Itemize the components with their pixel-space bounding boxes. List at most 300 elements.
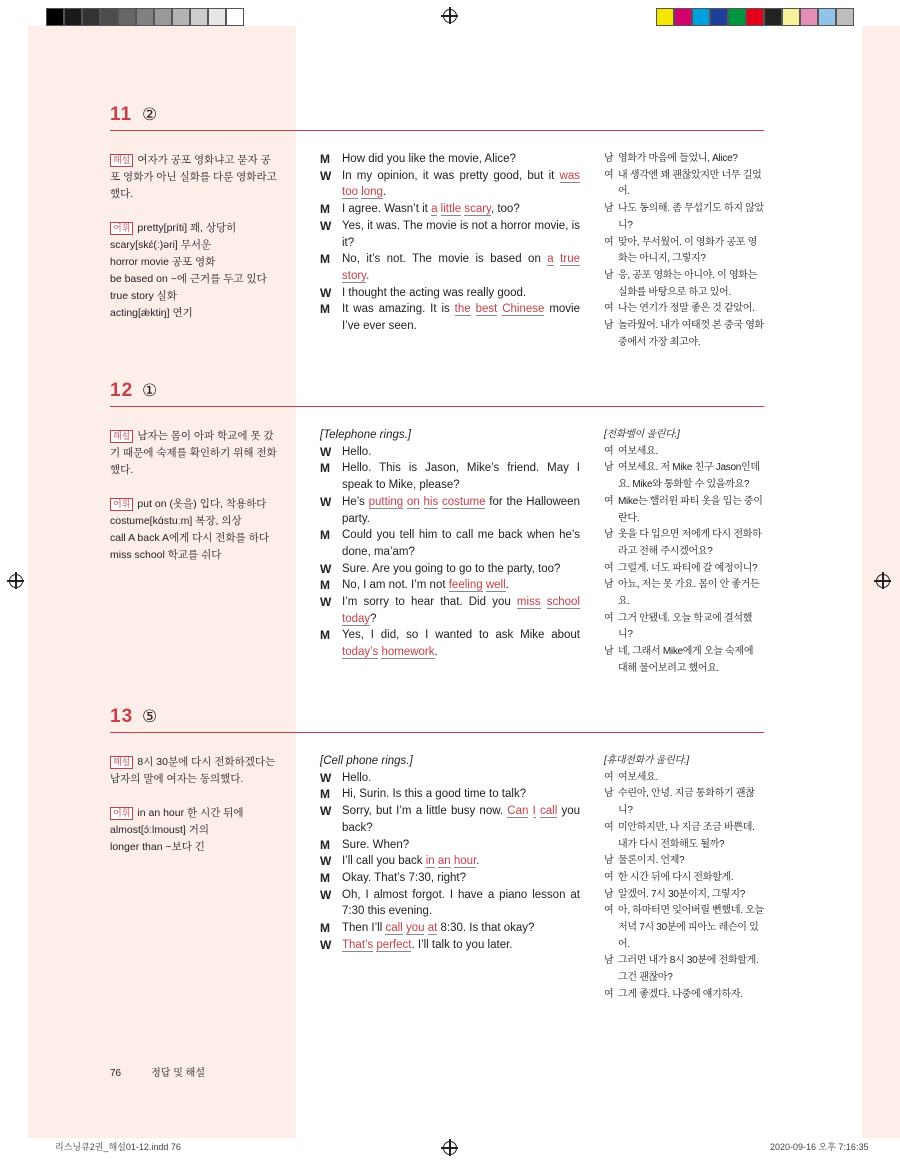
dialogue-fragment: I agree. Wasn’t it (342, 203, 432, 216)
dialogue-text (342, 853, 580, 870)
translation-text: 여보세요. 저 Mike 친구 Jason인데요. Mike와 통화할 수 있을까요? (618, 462, 760, 491)
color-swatch (656, 8, 674, 26)
translation-text: 맞아, 무서웠어. 이 영화가 공포 영화는 아니지, 그렇지? (618, 236, 758, 265)
speaker-label: W (320, 595, 332, 610)
translation-text: 그럴게. 너도 파티에 갈 예정이니? (618, 562, 758, 574)
stage-direction: [Telephone rings.] (320, 429, 412, 441)
speaker-label: 남 (604, 203, 614, 215)
dialogue-fragment: Hello. (342, 771, 372, 784)
explanation-column (110, 152, 280, 322)
answer-blank: today (342, 612, 371, 625)
dialogue-text (342, 803, 580, 836)
section-13 (110, 706, 764, 1040)
page-footer (110, 1064, 235, 1079)
dialogue-fragment: movie I’ve ever seen. (342, 303, 581, 333)
translation-line (604, 268, 764, 301)
dialogue-text (342, 218, 580, 251)
speaker-label: 남 (604, 955, 614, 967)
dialogue-line (320, 285, 580, 302)
vocab-item (110, 305, 280, 322)
dialogue-line (320, 251, 580, 284)
vocab-item (110, 513, 280, 530)
dialogue-fragment: ? (370, 612, 377, 625)
speaker-label: 여 (604, 495, 614, 507)
speaker-label: 여 (604, 236, 614, 248)
dialogue-text (342, 151, 580, 168)
speaker-label: M (320, 837, 330, 852)
speaker-label: W (320, 937, 332, 952)
dialogue-fragment: Could you tell him to call me back when he’s done, ma’am? (342, 529, 580, 558)
translation-text: Mike는 핼러윈 파티 옷을 입는 중이란다. (618, 495, 763, 524)
dialogue-fragment (471, 303, 476, 315)
dialogue-fragment: I’m sorry to hear that. Did you (342, 596, 517, 609)
answer-blank: in (425, 855, 435, 868)
translation-text: 나는 연기가 정말 좋은 것 같았어. (618, 303, 755, 315)
dialogue-line (320, 168, 580, 201)
translation-line (604, 301, 764, 318)
section-12 (110, 380, 764, 714)
translation-text: 놀라웠어. 내가 여태껏 본 중국 영화 중에서 가장 최고야. (618, 320, 764, 348)
dialogue-fragment: In my opinion, it was pretty good, but it (342, 169, 560, 182)
vocab-text: almost[ɔ́ːlmoust] 거의 (110, 824, 210, 836)
answer-blank: at (427, 922, 438, 935)
dialogue-fragment: . (434, 646, 438, 659)
color-swatch (836, 8, 854, 26)
color-swatch (818, 8, 836, 26)
vocab-text: put on (옷을) 입다, 착용하다 (137, 498, 267, 510)
translation-text: 물론이지. 언제? (618, 855, 685, 867)
dialogue-fragment: Hello. This is Jason, Mike’s friend. May I speak to Mike, please? (342, 462, 580, 492)
color-swatch (172, 8, 190, 26)
speaker-label: M (320, 461, 330, 476)
section-header (110, 706, 764, 733)
dialogue-fragment: Yes, it was. The movie is not a horror movie, is it? (342, 219, 580, 249)
translation-text: 알겠어. 7시 30분이지, 그렇지? (618, 888, 746, 900)
speaker-label: W (320, 444, 332, 459)
explanation-column (110, 428, 280, 564)
dialogue-text (342, 168, 580, 201)
color-swatch (728, 8, 746, 26)
speaker-label: M (320, 921, 330, 936)
translation-text: 그게 좋겠다. 나중에 얘기하자. (618, 988, 743, 1000)
speaker-label: 남 (604, 153, 614, 164)
vocab-text: true story 실화 (110, 290, 177, 302)
speaker-label: M (320, 202, 330, 217)
vocab-text: in an hour 한 시간 뒤에 (137, 807, 244, 819)
translation-line (604, 870, 764, 887)
translation-line (604, 318, 764, 351)
dialogue-text (342, 201, 580, 218)
vocab-text: scary[skɛ́(ː)əri] 무서운 (110, 239, 212, 251)
answer-blank: school (546, 596, 580, 609)
speaker-label: M (320, 787, 330, 802)
speaker-label: 남 (604, 788, 614, 800)
translation-line (604, 853, 764, 870)
dialogue-fragment: No, it’s not. The movie is based on (342, 253, 548, 266)
answer-blank: on (406, 495, 420, 508)
answer-blank: Chinese (502, 303, 545, 316)
translation-stage: [휴대전화가 울린다.] (604, 755, 689, 766)
dialogue-fragment: Oh, I almost forgot. I have a piano lesson at 7:30 this evening. (342, 888, 580, 918)
dialogue-line (320, 494, 580, 527)
dialogue-fragment: Okay. That’s 7:30, right? (342, 871, 467, 884)
speaker-label: 여 (604, 771, 614, 783)
page-number: 76 (110, 1068, 122, 1079)
vocab-tag: 어휘 (110, 222, 133, 235)
translation-line (604, 561, 764, 578)
speaker-label: W (320, 854, 332, 869)
dialogue-line (320, 577, 580, 594)
translation-stage: [전화벨이 울린다.] (604, 429, 680, 440)
registration-mark-icon (9, 574, 23, 588)
translation-text: 수린아, 안녕. 지금 통화하기 괜찮니? (618, 788, 755, 817)
dialogue-text (342, 561, 580, 578)
speaker-label: 남 (604, 888, 614, 900)
translation-text: 응, 공포 영화는 아니야. 이 영화는 실화를 바탕으로 하고 있어. (618, 269, 758, 298)
dialogue-text (342, 594, 580, 627)
answer-blank: best (475, 303, 498, 316)
dialogue-fragment: for the Halloween party. (342, 495, 580, 525)
speaker-label: 여 (604, 303, 614, 315)
answer-blank: call (385, 922, 403, 935)
dialogue-line (320, 460, 580, 493)
vocab-text: miss school 학교를 쉬다 (110, 549, 222, 561)
dialogue-text (342, 627, 580, 660)
speaker-label: 여 (604, 169, 614, 181)
answer-blank: well (485, 579, 506, 592)
vocab-tag: 어휘 (110, 807, 133, 820)
dialogue-fragment: Hello. (342, 445, 372, 458)
translation-line (604, 444, 764, 461)
dialogue-fragment: Sorry, but I’m a little busy now. (342, 805, 508, 818)
dialogue-text (342, 460, 580, 493)
dialogue-text (342, 786, 580, 803)
dialogue-fragment: He’s (342, 495, 369, 508)
speaker-label: W (320, 218, 332, 233)
cmyk-color-bar (656, 8, 854, 26)
vocab-item (110, 237, 280, 254)
answer-blank: his (423, 495, 439, 508)
answer-blank: true (560, 253, 580, 266)
dialogue-line (320, 870, 580, 887)
answer-blank: was (559, 169, 580, 182)
explanation-text: 8시 30분에 다시 전화하겠다는 남자의 말에 여자는 동의했다. (110, 756, 276, 785)
answer-blank: That’s (342, 938, 374, 951)
dialogue-fragment: Sure. When? (342, 838, 410, 851)
answer-blank: hour (453, 855, 477, 868)
stage-direction: [Cell phone rings.] (320, 755, 413, 767)
dialogue-fragment: Then I’ll (342, 922, 386, 935)
dialogue-line (320, 803, 580, 836)
answer-blank: today’s (342, 646, 379, 659)
spacer (110, 479, 280, 496)
speaker-label: W (320, 168, 332, 183)
dialogue-fragment (541, 596, 547, 608)
dialogue-line (320, 151, 580, 168)
answer-blank: call (540, 805, 558, 818)
speaker-label: 여 (604, 445, 614, 457)
answer-blank: putting (368, 495, 404, 508)
color-swatch (226, 8, 244, 26)
speaker-label: 여 (604, 871, 614, 883)
dialogue-column (320, 151, 580, 335)
explanation (110, 754, 280, 788)
answer-blank: too (342, 186, 358, 199)
dialogue-fragment: No, I am not. I’m not (342, 579, 449, 592)
translation-line (604, 953, 764, 986)
vocab-item (110, 805, 280, 822)
translation-text: 아, 하마터면 잊어버릴 뻔했네. 오늘 저녁 7시 30분에 피아노 레슨이 있어. (618, 905, 764, 950)
answer-blank: long (361, 186, 383, 199)
vocab-item (110, 496, 280, 513)
dialogue-fragment: How did you like the movie, Alice? (342, 153, 516, 165)
translation-line (604, 494, 764, 527)
section-header (110, 104, 764, 131)
dialogue-text (342, 577, 580, 594)
vocab-item (110, 822, 280, 839)
registration-mark-icon (876, 574, 890, 588)
color-swatch (64, 8, 82, 26)
vocab-item (110, 547, 280, 564)
spacer (110, 788, 280, 805)
dialogue-line (320, 218, 580, 251)
color-swatch (710, 8, 728, 26)
dialogue-fragment: I’ll call you back (342, 855, 426, 868)
vocab-item (110, 288, 280, 305)
translation-line (604, 168, 764, 201)
file-slug: 리스닝큐2권_해설01-12.indd 76 (55, 1142, 181, 1152)
dialogue-fragment: I thought the acting was really good. (342, 286, 527, 299)
dialogue-text (342, 494, 580, 527)
dialogue-fragment: . (366, 269, 370, 282)
registration-mark-icon (443, 1141, 457, 1155)
explanation-tag: 해설 (110, 756, 133, 769)
explanation-text: 남자는 몸이 아파 학교에 못 갔기 때문에 숙제를 확인하기 위해 전화했다. (110, 430, 277, 476)
answer-blank: costume (442, 495, 486, 508)
speaker-label: W (320, 804, 332, 819)
dialogue-text (342, 301, 580, 334)
translation-line (604, 460, 764, 493)
translation-text: 여보세요. (618, 771, 658, 783)
color-swatch (136, 8, 154, 26)
dialogue-text (342, 870, 580, 887)
answer-blank: an (437, 855, 451, 868)
answer-blank: story (342, 269, 367, 282)
speaker-label: 남 (604, 462, 614, 474)
dialogue-text (342, 770, 580, 787)
translation-text: 내 생각엔 꽤 괜찮았지만 너무 길었어. (618, 169, 762, 198)
dialogue-fragment: . (505, 579, 509, 592)
dialogue-line (320, 937, 580, 954)
question-number: 12 (110, 380, 134, 401)
dialogue-column (320, 427, 580, 661)
translation-line (604, 820, 764, 853)
vocab-text: call A back A에게 다시 전화를 하다 (110, 532, 269, 544)
color-swatch (190, 8, 208, 26)
dialogue-line (320, 444, 580, 461)
explanation-tag: 해설 (110, 154, 133, 167)
speaker-label: W (320, 494, 332, 509)
translation-line (604, 903, 764, 953)
dialogue-line (320, 301, 580, 334)
translation-line (604, 235, 764, 268)
dialogue-text (342, 937, 580, 954)
color-swatch (764, 8, 782, 26)
dialogue-line (320, 770, 580, 787)
translation-line (604, 201, 764, 234)
speaker-label: M (320, 252, 330, 267)
speaker-label: 남 (604, 646, 614, 658)
translation-text: 영화가 마음에 들었니, Alice? (618, 153, 738, 164)
speaker-label: W (320, 285, 332, 300)
question-number: 13 (110, 706, 134, 727)
date-slug: 2020-09-16 오후 7:16:35 (770, 1142, 869, 1152)
registration-mark-icon (443, 9, 457, 23)
dialogue-fragment (528, 805, 532, 817)
speaker-label: 남 (604, 529, 614, 541)
vocab-text: be based on ~에 근거를 두고 있다 (110, 273, 267, 285)
translation-text: 그러면 내가 8시 30분에 전화할게. 그건 괜찮아? (618, 955, 759, 984)
speaker-label: M (320, 528, 330, 543)
dialogue-line (320, 594, 580, 627)
dialogue-line (320, 201, 580, 218)
translation-line (604, 644, 764, 677)
translation-column (604, 753, 764, 1004)
dialogue-line (320, 627, 580, 660)
translation-text: 미안하지만, 나 지금 조금 바쁜데. 내가 다시 전화해도 될까? (618, 821, 755, 850)
section-header (110, 380, 764, 407)
speaker-label: 남 (604, 579, 614, 591)
dialogue-line (320, 837, 580, 854)
vocab-item (110, 254, 280, 271)
dialogue-fragment: Sure. Are you going to go to the party, too? (342, 562, 561, 575)
speaker-label: 여 (604, 821, 614, 833)
spacer (110, 203, 280, 220)
translation-text: 네, 그래서 Mike에게 오늘 숙제에 대해 물어보려고 했어요. (618, 646, 754, 674)
vocab-text: acting[ǽktiŋ] 연기 (110, 307, 193, 319)
dialogue-text (342, 527, 580, 560)
translation-text: 여보세요. (618, 445, 658, 457)
speaker-label: 여 (604, 988, 614, 1000)
translation-text: 나도 동의해. 좀 무섭기도 하지 않았니? (618, 203, 764, 231)
answer-blank: a (547, 253, 554, 266)
speaker-label: M (320, 628, 330, 643)
dialogue-fragment: Yes, I did, so I wanted to ask Mike about (342, 629, 580, 642)
translation-line (604, 577, 764, 610)
speaker-label: 여 (604, 562, 614, 574)
answer-blank: you (405, 922, 425, 935)
dialogue-text (342, 887, 580, 920)
vocab-text: horror movie 공포 영화 (110, 256, 216, 268)
translation-line (604, 151, 764, 168)
dialogue-fragment: Hi, Surin. Is this a good time to talk? (342, 788, 527, 801)
speaker-label: M (320, 578, 330, 593)
dialogue-line (320, 786, 580, 803)
dialogue-line (320, 527, 580, 560)
translation-column (604, 427, 764, 678)
answer-blank: little (440, 203, 462, 216)
dialogue-column (320, 753, 580, 953)
gray-color-bar (46, 8, 244, 26)
answer-blank: Can (507, 805, 529, 818)
translation-line (604, 527, 764, 560)
color-swatch (100, 8, 118, 26)
speaker-label: W (320, 770, 332, 785)
speaker-label: 여 (604, 612, 614, 624)
answer-blank: miss (516, 596, 541, 609)
dialogue-line (320, 887, 580, 920)
answer-blank: homework (381, 646, 435, 659)
answer-mark: ② (142, 105, 158, 124)
color-swatch (692, 8, 710, 26)
answer-blank: the (454, 303, 471, 316)
dialogue-text (342, 920, 580, 937)
vocab-text: costume[kɑ́stuːm] 복장, 의상 (110, 515, 242, 527)
explanation-column (110, 754, 280, 856)
speaker-label: W (320, 561, 332, 576)
vocab-text: longer than ~보다 긴 (110, 841, 205, 853)
dialogue-fragment: 8:30. Is that okay? (437, 922, 535, 935)
vocab-item (110, 530, 280, 547)
dialogue-text (342, 251, 580, 284)
dialogue-fragment: , too? (490, 203, 520, 216)
translation-line (604, 786, 764, 819)
dialogue-fragment: . I’ll talk to you later. (411, 938, 513, 951)
answer-mark: ⑤ (142, 707, 158, 726)
dialogue-text (342, 837, 580, 854)
speaker-label: 여 (604, 905, 614, 917)
dialogue-fragment (420, 496, 424, 508)
dialogue-fragment: . (476, 855, 480, 868)
vocab-item (110, 839, 280, 856)
translation-line (604, 770, 764, 787)
color-swatch (82, 8, 100, 26)
answer-blank: feeling (448, 579, 483, 592)
translation-text: 그거 안됐네. 오늘 학교에 결석했니? (618, 612, 753, 641)
answer-blank: a (431, 203, 438, 216)
answer-blank: I (532, 805, 536, 818)
translation-column (604, 151, 764, 351)
dialogue-line (320, 853, 580, 870)
answer-blank: scary (464, 203, 491, 216)
speaker-label: M (320, 870, 330, 885)
speaker-label: W (320, 887, 332, 902)
color-swatch (154, 8, 172, 26)
answer-blank: perfect (376, 938, 412, 951)
speaker-label: M (320, 302, 330, 317)
color-swatch (782, 8, 800, 26)
explanation-tag: 해설 (110, 430, 133, 443)
translation-text: 아뇨, 저는 못 가요. 몸이 안 좋거든요. (618, 579, 760, 608)
speaker-label: 남 (604, 855, 614, 867)
color-swatch (800, 8, 818, 26)
dialogue-text (342, 444, 580, 461)
dialogue-line (320, 920, 580, 937)
vocab-text: pretty[príti] 꽤, 상당히 (137, 222, 237, 234)
speaker-label: M (320, 152, 330, 166)
vocab-tag: 어휘 (110, 498, 133, 511)
dialogue-fragment: . (382, 186, 387, 199)
speaker-label: 남 (604, 320, 614, 332)
color-swatch (118, 8, 136, 26)
footer-label: 정답 및 해설 (151, 1068, 205, 1079)
translation-text: 한 시간 뒤에 다시 전화할게. (618, 871, 734, 883)
dialogue-fragment: It was amazing. It is (342, 303, 455, 316)
translation-text: 옷을 다 입으면 저에게 다시 전화하라고 전해 주시겠어요? (618, 529, 762, 557)
translation-line (604, 987, 764, 1004)
vocab-item (110, 271, 280, 288)
speaker-label: 남 (604, 269, 614, 281)
